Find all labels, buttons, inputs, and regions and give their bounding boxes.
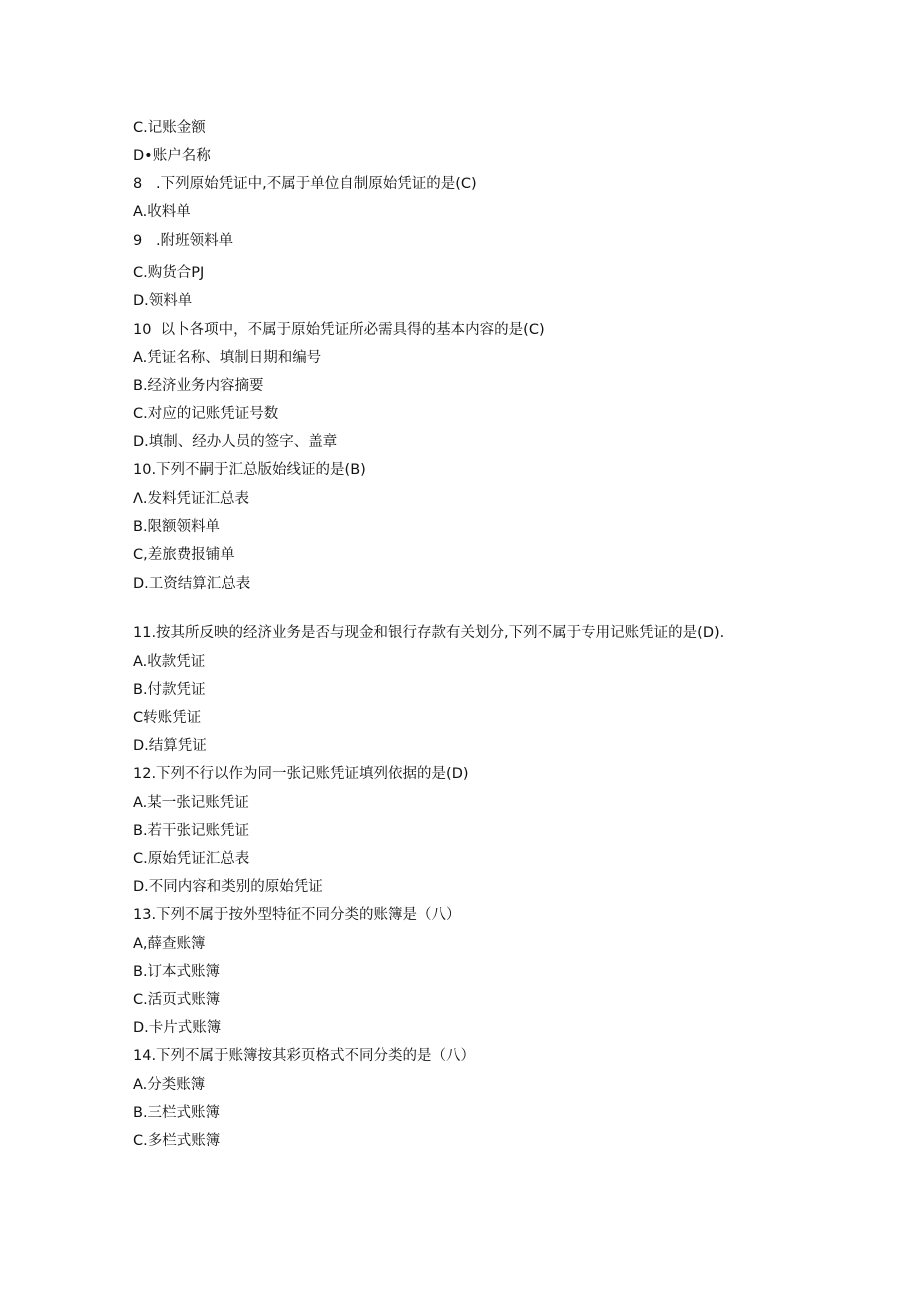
option-text: Λ.发料凭证汇总表 — [133, 491, 250, 507]
question-text: 12.下列不行以作为同一张记账凭证填列依据的是(D) — [133, 766, 469, 782]
question-text: 8 .下列原始凭证中,不属于单位自制原始凭证的是(C) — [133, 176, 477, 192]
option-text: A.收款凭证 — [133, 654, 206, 670]
option-text: B.订本式账簿 — [133, 964, 221, 980]
option-text: A.收料单 — [133, 204, 191, 220]
question-text: 11.按其所反映的经济业务是否与现金和银行存款有关划分,下列不属于专用记账凭证的是(D). — [133, 625, 725, 641]
option-text: C.对应的记账凭证号数 — [133, 406, 279, 422]
option-text: B.三栏式账簿 — [133, 1105, 221, 1121]
question-text: 10 以卜各项中，不属于原始凭证所必需具得的基本内容的是(C) — [133, 322, 545, 338]
option-text: C.购货合PJ — [133, 265, 205, 281]
question-text: 10.下列不嗣于汇总版始线证的是(B) — [133, 462, 366, 478]
option-text: C.原始凭证汇总表 — [133, 851, 250, 867]
option-text: C.活页式账簿 — [133, 992, 221, 1008]
option-text: C.多栏式账簿 — [133, 1133, 221, 1149]
option-text: B.若干张记账凭证 — [133, 823, 250, 839]
option-text: A.某一张记账凭证 — [133, 795, 249, 811]
option-text: D.填制、经办人员的签字、盖章 — [133, 434, 338, 450]
option-text: B.经济业务内容摘要 — [133, 378, 264, 394]
option-text: A,薛查账簿 — [133, 936, 206, 952]
option-text: B.限额领料单 — [133, 519, 221, 535]
option-text: A.分类账簿 — [133, 1077, 206, 1093]
option-text: C,差旅费报铺单 — [133, 547, 235, 563]
question-text: 14.下列不属于账簿按其彩页格式不同分类的是（八） — [133, 1048, 476, 1064]
option-text: D•账户名称 — [133, 148, 211, 164]
option-text: C.记账金额 — [133, 120, 206, 136]
option-text: A.凭证名称、填制日期和编号 — [133, 350, 322, 366]
option-text: D.结算凭证 — [133, 738, 207, 754]
option-text: D.工资结算汇总表 — [133, 576, 251, 592]
option-text: D.卡片式账簿 — [133, 1020, 222, 1036]
question-text: 9 .附班领料单 — [133, 233, 234, 249]
option-text: B.付款凭证 — [133, 682, 206, 698]
option-text: D.不同内容和类别的原始凭证 — [133, 879, 323, 895]
option-text: C转账凭证 — [133, 710, 202, 726]
question-text: 13.下列不属于按外型特征不同分类的账簿是（八） — [133, 907, 461, 923]
option-text: D.领料单 — [133, 293, 193, 309]
